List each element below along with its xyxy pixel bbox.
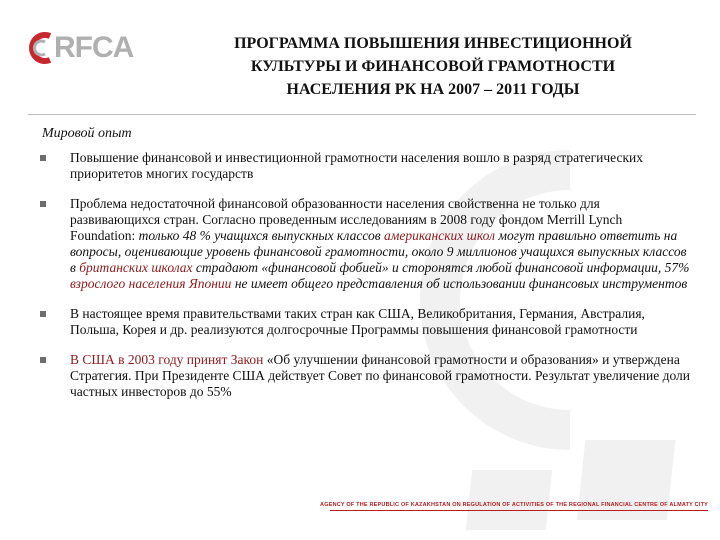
bullet-text xyxy=(70,352,690,400)
bullet-text xyxy=(70,196,690,292)
text-run: В настоящее время правительствами таких стран как США, Великобритания, Германия, Австралия, Польша, Корея и др. реализуются долгосрочные Программы повышения финансовой грамотности xyxy=(70,306,645,337)
rfca-logo xyxy=(28,28,152,68)
footer-divider xyxy=(330,510,708,511)
bullet-square-icon xyxy=(40,201,46,207)
text-run-italic: могут правильно ответить на вопросы, оценивающие уровень финансовой грамотности, около 9 миллионов учащихся выпускных классов в xyxy=(70,228,687,275)
bullet-square-icon xyxy=(40,311,46,317)
list-item xyxy=(40,306,690,338)
list-item xyxy=(40,352,690,400)
highlight-text: американских школ xyxy=(383,228,495,243)
highlight-text: взрослого населения Японии xyxy=(70,276,232,291)
title-line: НАСЕЛЕНИЯ РК НА 2007 – 2011 ГОДЫ xyxy=(286,81,580,98)
page-title xyxy=(172,32,694,101)
bullet-text xyxy=(70,306,690,338)
section-heading: Мировой опыт xyxy=(42,126,132,141)
highlight-text: британских школах xyxy=(79,260,193,275)
bullet-square-icon xyxy=(40,155,46,161)
bullet-list xyxy=(40,150,690,414)
bullet-text xyxy=(70,150,690,182)
title-line: ПРОГРАММА ПОВЫШЕНИЯ ИНВЕСТИЦИОННОЙ xyxy=(234,35,632,52)
text-run: Проблема недостаточной финансовой образованности населения свойственна не только для развивающихся стран. Согласно проведенным исследованиям в 2008 году фондом Merrill Lynch Foundation: xyxy=(70,196,623,243)
list-item xyxy=(40,150,690,182)
text-run-italic: страдают «финансовой фобией» и сторонятся любой финансовой информации, 57% xyxy=(192,260,690,275)
list-item xyxy=(40,196,690,292)
bullet-square-icon xyxy=(40,357,46,363)
text-run: Повышение финансовой и инвестиционной грамотности населения вошло в разряд стратегических приоритетов многих государств xyxy=(70,150,644,181)
footer-agency-text: AGENCY OF THE REPUBLIC OF KAZAKHSTAN ON REGULATION OF ACTIVITIES OF THE REGIONAL FINANCIAL CENTRE OF ALMATY CITY xyxy=(320,502,708,508)
text-run: «Об улучшении финансовой грамотности и образования» и утверждена Стратегия. При Президенте США действует Совет по финансовой грамотности. Результат увеличение доли частных инвесторов до 55% xyxy=(70,352,691,399)
logo-text: RFCA xyxy=(54,31,134,64)
text-run-italic: только 48 % учащихся выпускных классов xyxy=(138,228,384,243)
text-run-italic: не имеет общего представления об использовании финансовых инструментов xyxy=(231,276,688,291)
title-line: КУЛЬТУРЫ И ФИНАНСОВОЙ ГРАМОТНОСТИ xyxy=(250,58,616,75)
highlight-text: В США в 2003 году принят Закон xyxy=(70,352,264,367)
